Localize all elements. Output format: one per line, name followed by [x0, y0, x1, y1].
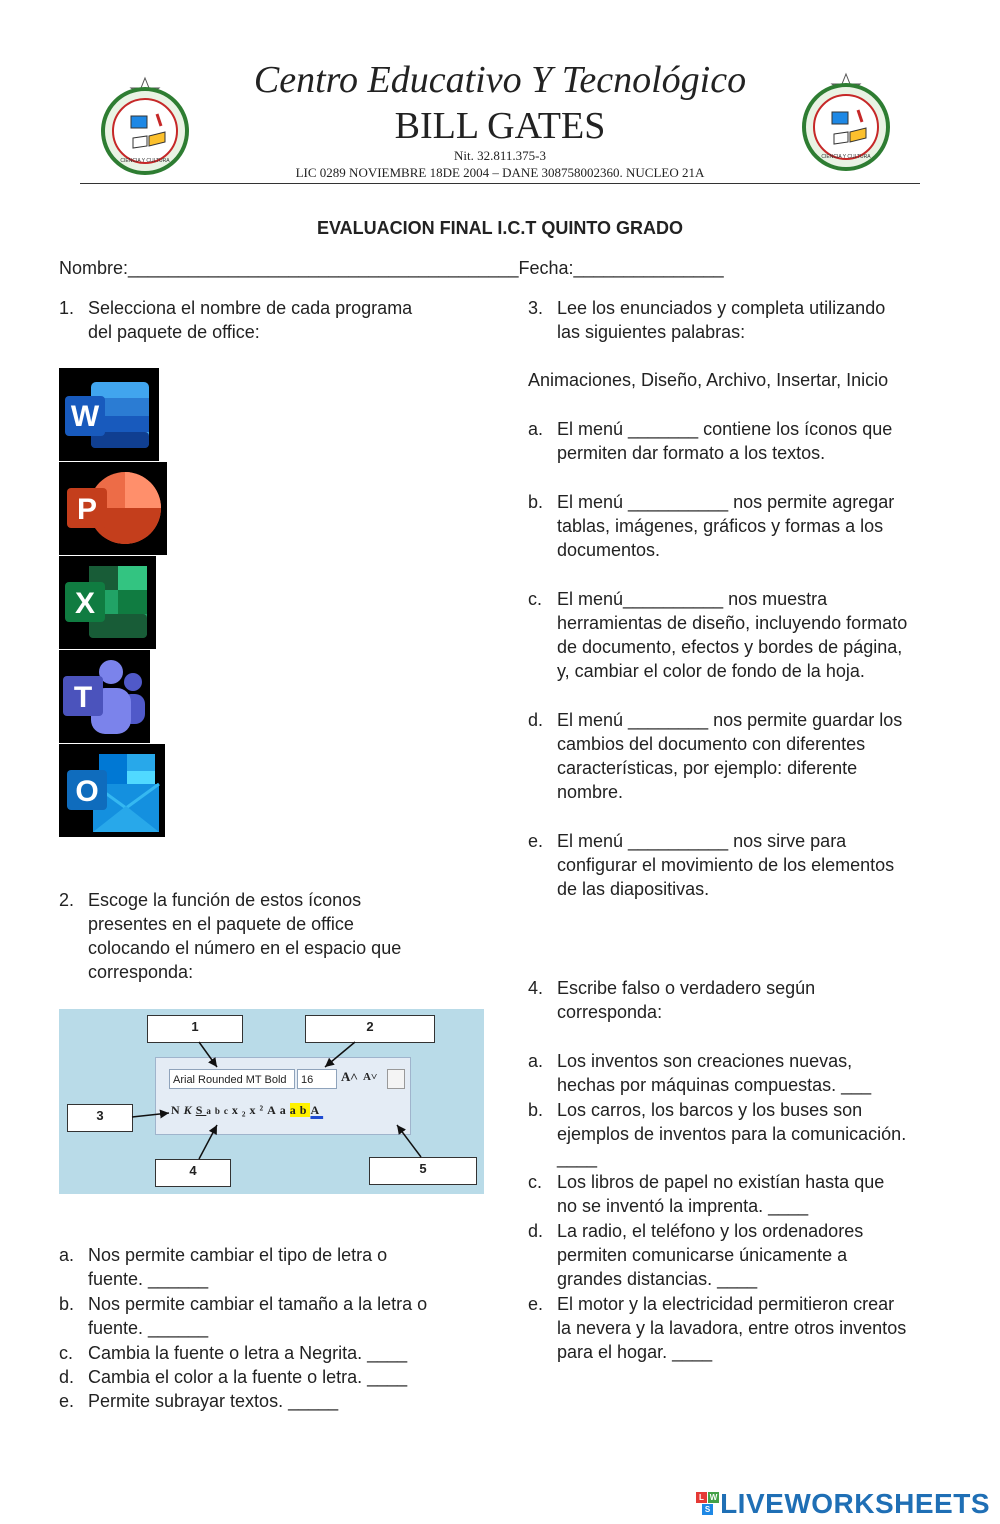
word-icon[interactable] [59, 368, 159, 461]
q3-item-c-line1[interactable]: El menú__________ nos muestra [557, 589, 828, 609]
q3-item-d-line4: nombre. [557, 782, 624, 802]
shrink-font-icon[interactable]: A˅ [363, 1071, 378, 1083]
q2-item-e-line1[interactable]: Permite subrayar textos. _____ [88, 1391, 339, 1411]
q2-item-a-letter: a. [59, 1245, 75, 1265]
change-case-icon[interactable]: Aa [267, 1103, 290, 1117]
italic-icon[interactable]: K [183, 1103, 196, 1117]
highlight-icon[interactable]: ab [289, 1103, 311, 1117]
ribbon-label-3[interactable]: 3 [67, 1104, 133, 1132]
svg-text:CIENCIA Y CULTURA: CIENCIA Y CULTURA [120, 158, 170, 164]
q3-item-c-line4: y, cambiar el color de fondo de la hoja. [557, 661, 865, 681]
ribbon-label-2[interactable]: 2 [305, 1015, 435, 1043]
q1-number: 1. [59, 298, 75, 318]
q3-item-a-line2: permiten dar formato a los textos. [557, 443, 826, 463]
excel-icon[interactable] [59, 556, 156, 649]
superscript-icon[interactable]: x² [249, 1103, 268, 1117]
q4-item-b-line2: ejemplos de inventos para la comunicación. [557, 1124, 907, 1144]
q2-item-c-line1[interactable]: Cambia la fuente o letra a Negrita. ____ [88, 1343, 408, 1363]
svg-text:CIENCIA Y CULTURA: CIENCIA Y CULTURA [821, 154, 871, 160]
q2-item-c-letter: c. [59, 1343, 74, 1363]
q3-item-e-letter: e. [528, 831, 544, 851]
teams-icon[interactable] [59, 650, 150, 743]
q3-text-line2: las siguientes palabras: [557, 322, 746, 342]
q3-item-c-line3: de documento, efectos y bordes de página, [557, 637, 903, 657]
q4-item-d-line2: permiten comunicarse únicamente a [557, 1245, 848, 1265]
liveworksheets-logo-icon [696, 1492, 720, 1516]
svg-text:W: W [70, 400, 100, 433]
q4-item-b-line1: Los carros, los barcos y los buses son [557, 1100, 863, 1120]
q3-item-a-letter: a. [528, 419, 544, 439]
date-label: Fecha: [518, 258, 574, 278]
nit-number: Nit. 32.811.375-3 [454, 148, 546, 163]
bold-icon[interactable]: N [171, 1103, 184, 1117]
school-name-line2: BILL GATES [394, 105, 606, 147]
liveworksheets-brand[interactable]: LIVEWORKSHEETS [720, 1488, 990, 1519]
ribbon-arrows [59, 1009, 484, 1194]
header-divider [80, 183, 920, 184]
q3-item-e-line3: de las diapositivas. [557, 879, 710, 899]
subscript-icon[interactable]: x₂ [231, 1103, 250, 1117]
q3-text-line1: Lee los enunciados y completa utilizando [557, 298, 886, 318]
logo-tile-l: L [696, 1492, 707, 1503]
q4-number: 4. [528, 978, 544, 998]
q2-text-line1: Escoge la función de estos íconos [88, 890, 362, 910]
q4-item-a-line2[interactable]: hechas por máquinas compuestas. ___ [557, 1075, 872, 1095]
q4-text-line2: corresponda: [557, 1002, 663, 1022]
q1-text-line1: Selecciona el nombre de cada programa [88, 298, 413, 318]
q4-item-d-line1: La radio, el teléfono y los ordenadores [557, 1221, 864, 1241]
q3-word-bank: Animaciones, Diseño, Archivo, Insertar, Inicio [528, 370, 889, 390]
q3-item-d-line3: características, por ejemplo: diferente [557, 758, 858, 778]
q3-item-b-line3: documentos. [557, 540, 661, 560]
license-info: LIC 0289 NOVIEMBRE 18DE 2004 – DANE 308758002360. NUCLEO 21A [295, 165, 705, 180]
q2-item-e-letter: e. [59, 1391, 75, 1411]
q2-item-d-letter: d. [59, 1367, 75, 1387]
grow-font-icon[interactable]: A˄ [341, 1069, 358, 1084]
q4-item-e-line3[interactable]: para el hogar. ____ [557, 1342, 713, 1362]
q2-text-line2: presentes en el paquete de office [88, 914, 354, 934]
ribbon-illustration [59, 1009, 484, 1194]
q1-text-line2: del paquete de office: [88, 322, 260, 342]
name-blank[interactable]: _______________________________________ [128, 258, 519, 278]
exam-title: EVALUACION FINAL I.C.T QUINTO GRADO [316, 218, 683, 238]
underline-icon[interactable]: S [195, 1103, 207, 1117]
name-label: Nombre: [59, 258, 129, 278]
q4-item-d-line3[interactable]: grandes distancias. ____ [557, 1269, 758, 1289]
q2-item-d-line1[interactable]: Cambia el color a la fuente o letra. ____ [88, 1367, 408, 1387]
font-color-icon[interactable]: A [310, 1103, 324, 1117]
q3-number: 3. [528, 298, 544, 318]
logo-tile-w: W [709, 1493, 718, 1502]
font-name-box[interactable]: Arial Rounded MT Bold [169, 1069, 295, 1089]
svg-text:P: P [76, 493, 98, 526]
q3-item-a-line1[interactable]: El menú _______ contiene los íconos que [557, 419, 893, 439]
q4-item-e-line2: la nevera y la lavadora, entre otros inventos [557, 1318, 907, 1338]
q3-item-b-line1[interactable]: El menú __________ nos permite agregar [557, 492, 895, 512]
q4-item-d-letter: d. [528, 1221, 544, 1241]
q2-item-b-line2[interactable]: fuente. ______ [88, 1318, 209, 1338]
q2-item-a-line2[interactable]: fuente. ______ [88, 1269, 209, 1289]
q3-item-d-letter: d. [528, 710, 544, 730]
name-date-row [59, 256, 724, 281]
q3-item-d-line1[interactable]: El menú ________ nos permite guardar los [557, 710, 903, 730]
q4-item-a-line1: Los inventos son creaciones nuevas, [557, 1051, 853, 1071]
font-size-box[interactable]: 16 [297, 1069, 337, 1089]
outlook-icon[interactable] [59, 744, 165, 837]
svg-text:X: X [74, 587, 96, 620]
q4-item-c-line1: Los libros de papel no existían hasta que [557, 1172, 885, 1192]
q3-item-b-line2: tablas, imágenes, gráficos y formas a los [557, 516, 884, 536]
q2-item-b-letter: b. [59, 1294, 75, 1314]
school-name-line1: Centro Educativo Y Tecnológico [253, 59, 747, 101]
q3-item-e-line2: configurar el movimiento de los elementos [557, 855, 895, 875]
q3-item-e-line1[interactable]: El menú __________ nos sirve para [557, 831, 847, 851]
q4-item-b-line3[interactable]: ____ [557, 1148, 598, 1168]
q2-number: 2. [59, 890, 75, 910]
q3-item-c-letter: c. [528, 589, 543, 609]
q4-item-a-letter: a. [528, 1051, 544, 1071]
svg-text:T: T [73, 681, 93, 714]
q4-item-c-letter: c. [528, 1172, 543, 1192]
q2-item-a-line1: Nos permite cambiar el tipo de letra o [88, 1245, 388, 1265]
q4-item-e-letter: e. [528, 1294, 544, 1314]
powerpoint-icon[interactable] [59, 462, 167, 555]
q4-item-c-line2[interactable]: no se inventó la imprenta. ____ [557, 1196, 809, 1216]
ribbon-label-4[interactable]: 4 [155, 1159, 231, 1187]
logo-tile-s: S [702, 1504, 713, 1515]
strikethrough-icon[interactable]: abc [206, 1106, 232, 1116]
date-blank[interactable]: _______________ [573, 258, 724, 278]
ribbon-label-1[interactable]: 1 [147, 1015, 243, 1043]
q4-item-e-line1: El motor y la electricidad permitieron crear [557, 1294, 895, 1314]
ribbon-label-5[interactable]: 5 [369, 1157, 477, 1185]
q2-text-line4: corresponda: [88, 962, 194, 982]
q3-item-d-line2: cambios del documento con diferentes [557, 734, 866, 754]
svg-text:O: O [75, 775, 99, 808]
q3-item-b-letter: b. [528, 492, 544, 512]
q4-text-line1: Escribe falso o verdadero según [557, 978, 816, 998]
q4-item-b-letter: b. [528, 1100, 544, 1120]
q3-item-c-line2: herramientas de diseño, incluyendo formato [557, 613, 908, 633]
q2-text-line3: colocando el número en el espacio que [88, 938, 402, 958]
q2-item-b-line1: Nos permite cambiar el tamaño a la letra o [88, 1294, 428, 1314]
